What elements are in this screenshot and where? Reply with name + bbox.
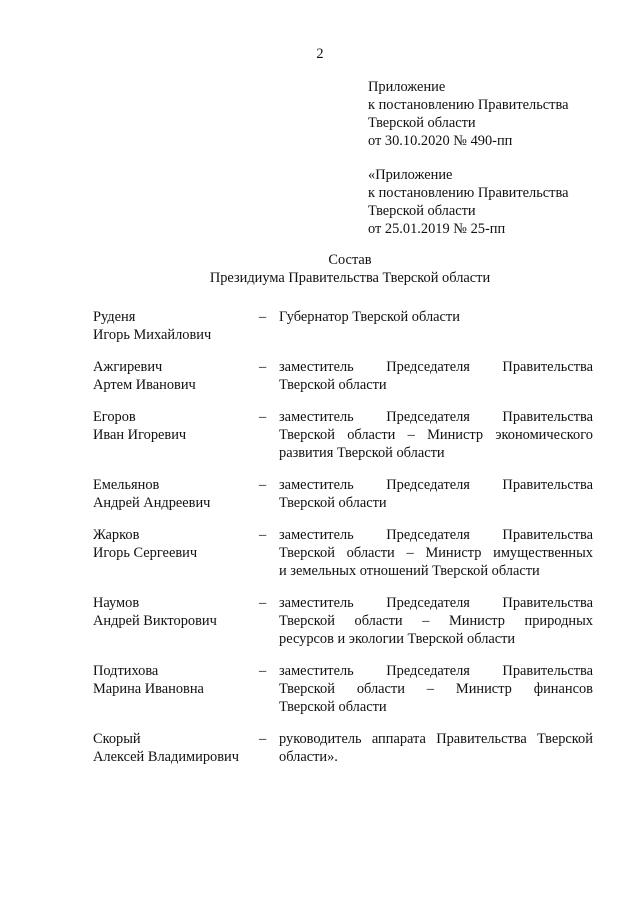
member-position-line bbox=[279, 408, 593, 426]
position-word: Председателя bbox=[386, 409, 470, 425]
position-word: заместитель bbox=[279, 663, 354, 679]
document-heading bbox=[0, 251, 640, 287]
member-position-line bbox=[279, 544, 593, 562]
position-word: Тверской bbox=[279, 427, 335, 443]
heading-title: Состав bbox=[328, 252, 372, 268]
position-word: Министр bbox=[425, 545, 482, 561]
member-position bbox=[279, 730, 593, 766]
position-word: заместитель bbox=[279, 527, 354, 543]
position-word: имущественных bbox=[493, 545, 593, 561]
position-word: Министр bbox=[448, 613, 505, 629]
members-list bbox=[93, 308, 593, 780]
member-dash: – bbox=[259, 595, 267, 611]
approval-line: к постановлению Правительства bbox=[368, 185, 569, 201]
position-word: экономического bbox=[495, 427, 593, 443]
approval-line: «Приложение bbox=[368, 167, 453, 183]
member-position-line bbox=[279, 426, 593, 444]
position-word: природных bbox=[524, 613, 593, 629]
member-surname: Наумов bbox=[93, 595, 140, 611]
position-word: области bbox=[347, 427, 396, 443]
position-word: руководитель bbox=[279, 731, 362, 747]
position-word: заместитель bbox=[279, 359, 354, 375]
member-given-names: Марина Ивановна bbox=[93, 681, 204, 697]
member-position bbox=[279, 594, 593, 648]
member-row bbox=[93, 730, 593, 766]
member-dash: – bbox=[259, 359, 267, 375]
member-dash: – bbox=[259, 663, 267, 679]
member-position-line: Губернатор Тверской области bbox=[279, 309, 460, 325]
position-word: Председателя bbox=[386, 527, 470, 543]
position-word: заместитель bbox=[279, 477, 354, 493]
position-word: заместитель bbox=[279, 409, 354, 425]
position-word: Председателя bbox=[386, 359, 470, 375]
member-surname: Жарков bbox=[93, 527, 140, 543]
member-surname: Скорый bbox=[93, 731, 141, 747]
member-position-line: ресурсов и экологии Тверской области bbox=[279, 631, 516, 647]
approval-block-previous bbox=[368, 166, 618, 238]
position-word: аппарата bbox=[371, 731, 426, 747]
member-position-line bbox=[279, 680, 593, 698]
member-given-names: Андрей Викторович bbox=[93, 613, 217, 629]
approval-line: Тверской области bbox=[368, 203, 476, 219]
member-position bbox=[279, 526, 593, 580]
member-dash: – bbox=[259, 731, 267, 747]
position-word: Министр bbox=[455, 681, 512, 697]
position-word: области bbox=[356, 681, 405, 697]
position-word: Министр bbox=[427, 427, 484, 443]
position-word: Тверской bbox=[279, 681, 335, 697]
member-given-names: Артем Иванович bbox=[93, 377, 196, 393]
position-word: Тверской bbox=[279, 545, 335, 561]
position-word: – bbox=[407, 427, 415, 443]
position-word: Правительства bbox=[502, 477, 593, 493]
member-dash: – bbox=[259, 409, 267, 425]
member-position bbox=[279, 662, 593, 716]
member-row bbox=[93, 594, 593, 648]
member-position-line bbox=[279, 476, 593, 494]
member-dash: – bbox=[259, 477, 267, 493]
position-word: – bbox=[426, 681, 435, 697]
position-word: Правительства bbox=[502, 527, 593, 543]
heading-subtitle: Президиума Правительства Тверской области bbox=[209, 270, 491, 286]
member-dash: – bbox=[259, 309, 267, 325]
member-position bbox=[279, 408, 593, 462]
approval-line: Тверской области bbox=[368, 115, 476, 131]
member-given-names: Игорь Сергеевич bbox=[93, 545, 198, 561]
position-word: Правительства bbox=[502, 359, 593, 375]
member-position bbox=[279, 308, 593, 326]
member-name bbox=[93, 730, 259, 766]
position-word: Правительства bbox=[502, 409, 593, 425]
member-surname: Емельянов bbox=[93, 477, 160, 493]
member-surname: Руденя bbox=[93, 309, 136, 325]
member-row bbox=[93, 476, 593, 512]
position-word: Правительства bbox=[436, 731, 527, 747]
approval-line: Приложение bbox=[368, 79, 446, 95]
member-name bbox=[93, 476, 259, 512]
page-number: 2 bbox=[316, 46, 324, 62]
position-word: – bbox=[406, 545, 414, 561]
member-row bbox=[93, 662, 593, 716]
member-name bbox=[93, 308, 259, 344]
position-word: области bbox=[354, 613, 403, 629]
position-word: – bbox=[422, 613, 430, 629]
member-position-line: Тверской области bbox=[279, 699, 387, 715]
position-word: области bbox=[346, 545, 395, 561]
position-word: Председателя bbox=[386, 595, 470, 611]
position-word: финансов bbox=[533, 681, 593, 697]
member-position-line: Тверской области bbox=[279, 377, 387, 393]
member-row bbox=[93, 308, 593, 344]
member-name bbox=[93, 358, 259, 394]
position-word: Правительства bbox=[502, 663, 593, 679]
member-position-line: развития Тверской области bbox=[279, 445, 445, 461]
member-given-names: Игорь Михайлович bbox=[93, 327, 212, 343]
member-surname: Подтихова bbox=[93, 663, 159, 679]
member-position-line bbox=[279, 612, 593, 630]
member-position-line: Тверской области bbox=[279, 495, 387, 511]
member-position bbox=[279, 358, 593, 394]
approval-line: от 25.01.2019 № 25-пп bbox=[368, 221, 506, 237]
member-surname: Егоров bbox=[93, 409, 136, 425]
member-given-names: Андрей Андреевич bbox=[93, 495, 211, 511]
member-name bbox=[93, 662, 259, 698]
member-position-line: области». bbox=[279, 749, 338, 765]
position-word: Председателя bbox=[386, 663, 470, 679]
position-word: заместитель bbox=[279, 595, 354, 611]
member-dash: – bbox=[259, 527, 267, 543]
member-name bbox=[93, 408, 259, 444]
approval-line: от 30.10.2020 № 490-пп bbox=[368, 133, 513, 149]
member-row bbox=[93, 526, 593, 580]
member-position-line bbox=[279, 730, 593, 748]
member-position-line bbox=[279, 526, 593, 544]
member-row bbox=[93, 408, 593, 462]
member-name bbox=[93, 526, 259, 562]
approval-block-current bbox=[368, 78, 618, 150]
member-position-line bbox=[279, 594, 593, 612]
member-given-names: Иван Игоревич bbox=[93, 427, 187, 443]
position-word: Тверской bbox=[537, 731, 593, 747]
member-given-names: Алексей Владимирович bbox=[93, 749, 239, 765]
member-row bbox=[93, 358, 593, 394]
member-position-line bbox=[279, 662, 593, 680]
position-word: Председателя bbox=[386, 477, 470, 493]
member-position-line: и земельных отношений Тверской области bbox=[279, 563, 540, 579]
member-position bbox=[279, 476, 593, 512]
member-position-line bbox=[279, 358, 593, 376]
position-word: Тверской bbox=[279, 613, 335, 629]
member-surname: Ажгиревич bbox=[93, 359, 163, 375]
member-name bbox=[93, 594, 259, 630]
position-word: Правительства bbox=[502, 595, 593, 611]
approval-line: к постановлению Правительства bbox=[368, 97, 569, 113]
